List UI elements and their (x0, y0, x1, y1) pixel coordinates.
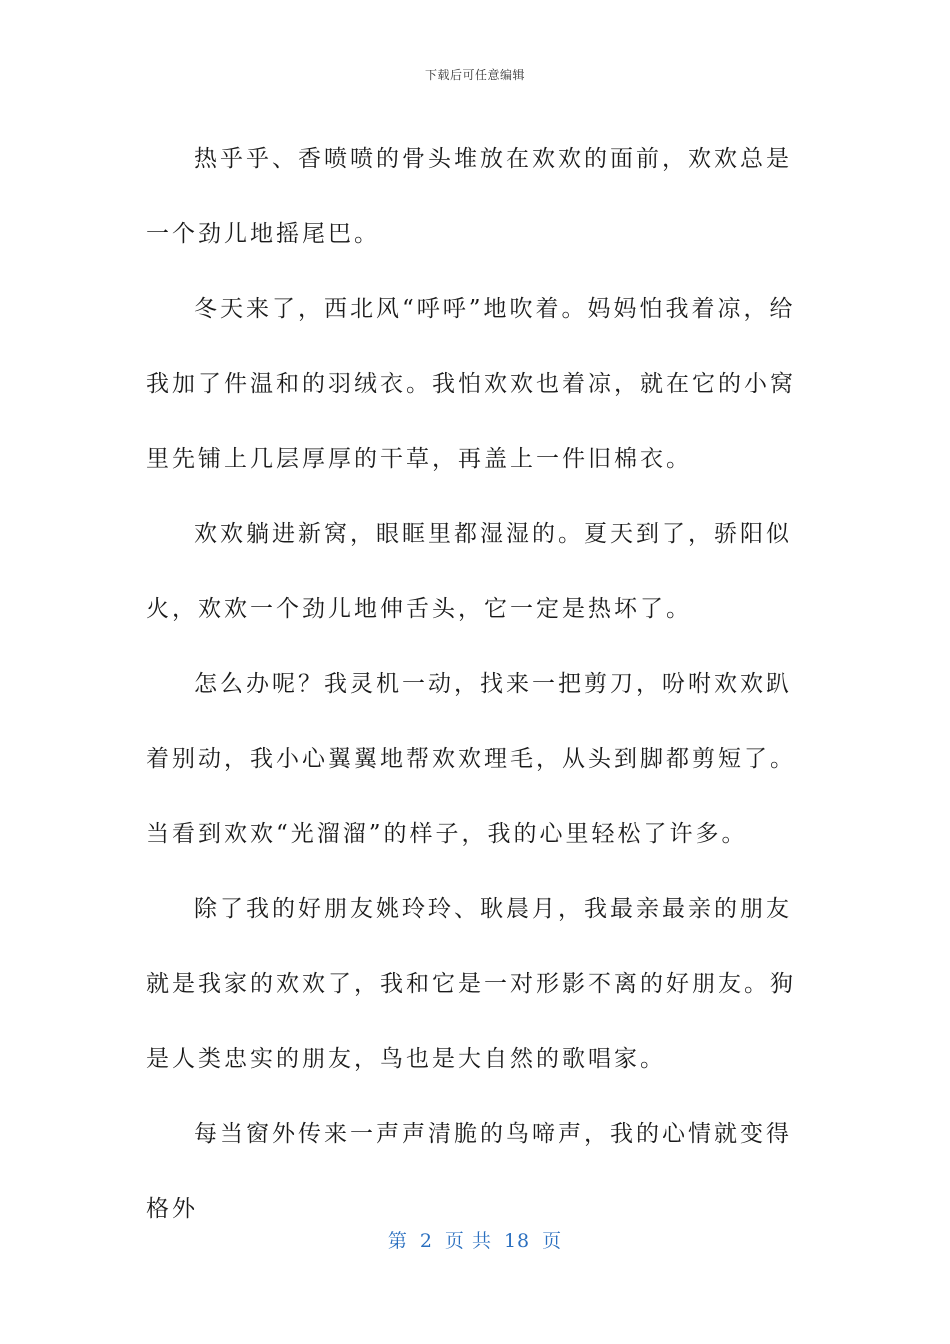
paragraph: 怎么办呢？我灵机一动，找来一把剪刀，吩咐欢欢趴着别动，我小心翼翼地帮欢欢理毛，从头到脚都剪短了。当看到欢欢“光溜溜”的样子，我的心里轻松了许多。 (146, 671, 796, 847)
page-footer (0, 1226, 950, 1253)
footer-prefix: 第 (387, 1230, 408, 1252)
page-header: 下载后可任意编辑 (424, 68, 525, 82)
paragraph: 除了我的好朋友姚玲玲、耿晨月，我最亲最亲的朋友就是我家的欢欢了，我和它是一对形影不离的好朋友。狗是人类忠实的朋友，鸟也是大自然的歌唱家。 (146, 896, 796, 1072)
total-page-count: 18 (503, 1230, 531, 1252)
footer-middle: 页 共 (444, 1230, 492, 1252)
footer-suffix: 页 (542, 1230, 563, 1252)
paragraph: 每当窗外传来一声声清脆的鸟啼声，我的心情就变得格外 (146, 1121, 792, 1222)
paragraph: 热乎乎、香喷喷的骨头堆放在欢欢的面前，欢欢总是一个劲儿地摇尾巴。 (146, 146, 792, 247)
paragraph: 欢欢躺进新窝，眼眶里都湿湿的。夏天到了，骄阳似火，欢欢一个劲儿地伸舌头，它一定是热坏了。 (146, 521, 792, 622)
paragraph: 冬天来了，西北风“呼呼”地吹着。妈妈怕我着凉，给我加了件温和的羽绒衣。我怕欢欢也着凉，就在它的小窝里先铺上几层厚厚的干草，再盖上一件旧棉衣。 (146, 296, 796, 472)
document-body (146, 122, 806, 1247)
current-page-number: 2 (419, 1230, 433, 1252)
